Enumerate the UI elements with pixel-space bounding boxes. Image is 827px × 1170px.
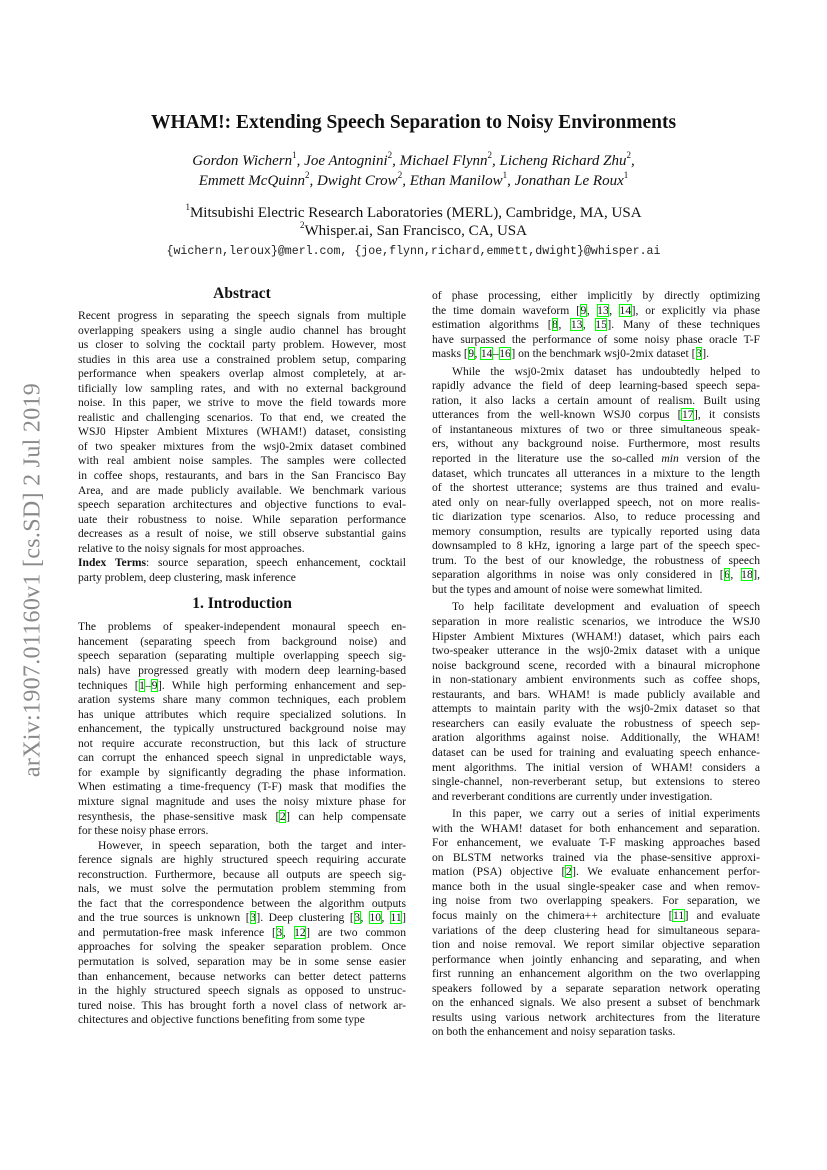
text-line: aration systems share many common techniques, each problem bbox=[78, 693, 406, 707]
text-line: chitectures and objective functions benefiting from some type bbox=[78, 1013, 365, 1027]
citation-link[interactable]: 17 bbox=[681, 408, 694, 422]
author-name: Gordon Wichern bbox=[192, 153, 293, 169]
text-line: for example by significantly degrading the phase information. bbox=[78, 765, 406, 779]
citation-link[interactable]: 3 bbox=[696, 347, 702, 361]
text-line: rapidly advance the field of deep learning-based speech sepa- bbox=[432, 379, 760, 393]
text-line: reported in the literature use the so-called min version of the bbox=[432, 452, 760, 466]
text-line: techniques [1–9]. While high performing enhancement and sep- bbox=[78, 678, 407, 692]
text-line: in the highly structured speech signals as opposed to unstruc- bbox=[78, 984, 406, 998]
text-line: Recent progress in separating the speech signals from multiple bbox=[78, 309, 406, 322]
author-separator: , bbox=[492, 153, 500, 169]
author-affiliation-mark: 2 bbox=[304, 170, 310, 180]
text-line: for these noisy phase errors. bbox=[78, 824, 209, 838]
author-affiliation-mark: 1 bbox=[292, 150, 297, 160]
text-line: The problems of speaker-independent monaural speech en- bbox=[78, 620, 406, 634]
text-line: uate their robustness to noise. While separation performance bbox=[78, 512, 406, 526]
text-line: dataset can be used for training and evaluating speech enhance- bbox=[432, 745, 760, 759]
text-line: mation (PSA) objective [2]. We evaluate enhancement perfor- bbox=[432, 865, 760, 879]
index-terms-label: Index Terms bbox=[78, 556, 147, 570]
text-line: decreases as a result of noise, we still observe substantial gains bbox=[78, 527, 406, 541]
text-line: and reverberant conditions are currently under investigation. bbox=[432, 789, 713, 803]
affiliation-number: 2 bbox=[300, 220, 305, 230]
text-line: on the enhanced signals. We also present a subset of benchmark bbox=[432, 996, 760, 1010]
text-line: researchers can easily evaluate the robustness of speech sep- bbox=[432, 716, 760, 730]
text-line: variations of the deep clustering head for simultaneous separa- bbox=[432, 923, 760, 937]
text-line: dataset, which truncates all utterances in a mixture to the length bbox=[432, 466, 760, 480]
text-line: However, in speech separation, both the target and inter- bbox=[98, 838, 406, 852]
text-line: the fact that the correspondence between the algorithm outputs bbox=[78, 896, 406, 910]
author-separator: , bbox=[296, 153, 305, 169]
citation-link[interactable]: 11 bbox=[390, 911, 402, 925]
author-list-line-1 bbox=[0, 150, 827, 170]
text-line: utterances from the well-known WSJ0 corpus [17], it consists bbox=[432, 408, 761, 422]
index-terms bbox=[78, 556, 406, 585]
text-line: two-speaker utterance in the wsj0-2mix dataset with a unique bbox=[432, 644, 760, 658]
text-line: enhancement, the typically unstructured background noise may bbox=[78, 722, 406, 736]
text-line: in coffee shops, restaurants, and bars in the San Francisco Bay bbox=[78, 469, 406, 483]
author-separator: , bbox=[309, 173, 317, 189]
text-line: separation algorithms in noise was only considered in [6, 18], bbox=[432, 568, 761, 582]
citation-link[interactable]: 14 bbox=[619, 303, 632, 317]
text-line: realistic and challenging scenarios. To that end, we created the bbox=[78, 410, 406, 424]
text-line: of two speaker mixtures from the wsj0-2mix dataset combined bbox=[78, 439, 406, 453]
citation-link[interactable]: 18 bbox=[741, 568, 753, 582]
citation-link[interactable]: 8 bbox=[552, 318, 558, 332]
text-line: permutation is solved, separation may be in some sense easier bbox=[78, 954, 406, 968]
author-name: Jonathan Le Roux bbox=[514, 173, 624, 189]
text-line: nals, we must solve the permutation problem stemming from bbox=[78, 882, 406, 896]
text-line: than enhancement, because networks can better detect patterns bbox=[78, 969, 406, 983]
author-affiliation-mark: 2 bbox=[487, 150, 493, 160]
citation-link[interactable]: 6 bbox=[724, 568, 730, 582]
right-column bbox=[432, 289, 760, 1040]
citation-link[interactable]: 13 bbox=[597, 303, 609, 317]
text-line: but the types and amount of noise were somewhat limited. bbox=[432, 582, 703, 596]
text-line: memory consumption, results are typically reported using data bbox=[432, 524, 760, 538]
text-line: overlapping speakers using a single audio channel has brought bbox=[78, 323, 406, 337]
text-line: separation in more realistic scenarios, we introduce the WSJ0 bbox=[432, 615, 760, 629]
text-line: of instantaneous mixtures of two or three simultaneous speak- bbox=[432, 422, 760, 436]
citation-link[interactable]: 15 bbox=[595, 318, 607, 332]
citation-link[interactable]: 1 bbox=[139, 678, 145, 692]
abstract-body bbox=[78, 309, 406, 556]
abstract-heading: Abstract bbox=[213, 285, 271, 302]
text-line: reconstruction. Furthermore, because all outputs are speech sig- bbox=[78, 867, 406, 881]
author-affiliation-mark: 1 bbox=[502, 170, 508, 180]
text-line: results using various network architectures from the literature bbox=[432, 1010, 760, 1024]
citation-link[interactable]: 2 bbox=[279, 809, 286, 823]
text-line: speakers followed by a separate separation network operating bbox=[432, 981, 760, 995]
author-affiliation-mark: 2 bbox=[626, 150, 631, 160]
intro-paragraph bbox=[432, 289, 760, 362]
text-line: trum. To the best of our knowledge, the robustness of speech bbox=[432, 553, 760, 567]
text-line: attempts to maintain parity with the wsj0-2mix dataset so that bbox=[432, 702, 760, 716]
intro-paragraph bbox=[432, 600, 760, 804]
text-line: and the true sources is unknown [3]. Deep clustering [3, 10, 11] bbox=[78, 911, 406, 925]
text-line: has unique attributes which require specialized solutions. In bbox=[78, 707, 406, 721]
text-line: single-channel, non-reverberant setup, but extensions to stereo bbox=[432, 775, 760, 789]
text-line: ing noise from two overlapping speakers. For separation, we bbox=[432, 894, 760, 908]
text-line: studies in this area use a constrained problem setup, comparing bbox=[78, 352, 406, 366]
text-line: estimation algorithms [8, 13, 15]. Many of these techniques bbox=[432, 318, 761, 332]
author-name: Emmett McQuinn bbox=[198, 173, 305, 189]
text-line: approaches for solving the speaker separation problem. Once bbox=[78, 940, 406, 954]
citation-link[interactable]: 14 bbox=[480, 347, 493, 361]
text-line: nals) have progressed greatly with modern deep learning-based bbox=[78, 664, 406, 678]
affiliation-text: Mitsubishi Electric Research Laboratories (MERL), Cambridge, MA, USA bbox=[189, 205, 642, 221]
text-line: ated only on near-fully overlapped speech, not on more realis- bbox=[432, 495, 760, 509]
text-line: not require accurate reconstruction, but this lack of structure bbox=[78, 736, 406, 750]
text-line: of phase processing, either implicitly by directly optimizing bbox=[432, 289, 760, 302]
text-line: first running an enhancement algorithm on the two overlapping bbox=[432, 967, 760, 981]
text-line: tion and noise removal. We report similar objective separation bbox=[432, 938, 760, 952]
text-line: To help facilitate development and evaluation of speech bbox=[452, 600, 760, 614]
citation-link[interactable]: 9 bbox=[151, 678, 158, 692]
intro-paragraph bbox=[78, 839, 406, 1028]
text-line: with the WHAM! dataset for both enhancement and separation. bbox=[432, 821, 760, 835]
text-line bbox=[78, 556, 406, 571]
text-line: with real ambient noise samples. The samples were collected bbox=[78, 454, 406, 468]
text-line: ference signals are highly structured speech requiring accurate bbox=[78, 853, 406, 867]
text-line: hancement (separating speech from background noise) and bbox=[78, 634, 406, 648]
text-line: can corrupt the enhanced speech signal in unpredictable ways, bbox=[78, 751, 406, 765]
text-line: tificially low sampling rates, and with no external background bbox=[78, 381, 406, 395]
citation-link[interactable]: 3 bbox=[354, 911, 361, 925]
text-line: performance when speakers overlap almost completely, at ar- bbox=[78, 367, 406, 381]
text-line: WSJ0 Hipster Ambient Mixtures (WHAM!) dataset, consisting bbox=[78, 425, 406, 439]
arxiv-stamp: arXiv:1907.01160v1 [cs.SD] 2 Jul 2019 bbox=[19, 382, 46, 778]
affiliation-number: 1 bbox=[185, 202, 190, 212]
author-list-line-2 bbox=[0, 170, 827, 190]
text-line: ration, it also lacks a certain amount of realism. Built using bbox=[432, 393, 760, 407]
text-line: have surpassed the performance of some noisy phase oracle T-F bbox=[432, 332, 760, 346]
author-affiliation-mark: 2 bbox=[397, 170, 403, 180]
text-line: performance when jointly enhancing and separating, and when bbox=[432, 952, 760, 966]
text-line: the time domain waveform [9, 13, 14], or explicitly via phase bbox=[432, 303, 761, 317]
citation-link[interactable]: 10 bbox=[369, 911, 382, 925]
text-line: In this paper, we carry out a series of initial experiments bbox=[452, 807, 760, 821]
citation-link[interactable]: 3 bbox=[250, 911, 256, 925]
affiliation-2 bbox=[0, 220, 827, 240]
left-column bbox=[78, 285, 406, 1028]
text-line: Area, and are made publicly available. We benchmark various bbox=[78, 483, 406, 497]
text-line: of the shortest utterance; systems are thus trained and evalu- bbox=[432, 481, 760, 495]
citation-link[interactable]: 2 bbox=[565, 865, 572, 879]
text-line: noise. In this paper, we strive to move the field towards more bbox=[78, 396, 406, 410]
text-line: on BLSTM networks trained via the phase-sensitive approxi- bbox=[432, 850, 760, 864]
text-line: mixture signal magnitude and uses the noisy mixture phase for bbox=[78, 794, 406, 808]
text-line: speech separation architectures and objective functions to eval- bbox=[78, 498, 406, 512]
text-line: relative to the noisy signals for most approaches. bbox=[78, 541, 305, 555]
text-line: party problem, deep clustering, mask inference bbox=[78, 570, 296, 584]
text-line: masks [9, 14–16] on the benchmark wsj0-2mix dataset [3]. bbox=[432, 347, 710, 361]
citation-link[interactable]: 9 bbox=[468, 347, 475, 361]
text-line: restaurants, and bars. WHAM! is made publicly available and bbox=[432, 687, 760, 701]
text-line: tic diarization type scenarios. Also, to reduce processing and bbox=[432, 510, 760, 524]
paper-title: WHAM!: Extending Speech Separation to Noisy Environments bbox=[150, 112, 677, 133]
intro-paragraph bbox=[78, 620, 406, 838]
author-name: Licheng Richard Zhu bbox=[499, 153, 627, 169]
author-affiliation-mark: 2 bbox=[387, 150, 393, 160]
affiliation-1 bbox=[0, 202, 827, 222]
text-line: downsampled to 8 kHz, ignoring a large part of the speech spec- bbox=[432, 539, 760, 553]
author-name: Dwight Crow bbox=[316, 173, 398, 189]
text-line: on both the enhancement and noisy separation tasks. bbox=[432, 1025, 676, 1039]
author-name: Ethan Manilow bbox=[409, 173, 503, 189]
text-line: in non-stationary ambient environments such as coffee shops, bbox=[432, 673, 760, 687]
citation-link[interactable]: 16 bbox=[499, 347, 511, 361]
text-line: mance both in the usual single-speaker case and when remov- bbox=[432, 879, 760, 893]
citation-link[interactable]: 11 bbox=[672, 908, 685, 922]
author-separator: , bbox=[507, 173, 515, 189]
author-name: Michael Flynn bbox=[399, 153, 488, 169]
text-line: Hipster Ambient Mixtures (WHAM!) dataset, which pairs each bbox=[432, 629, 760, 643]
citation-link[interactable]: 9 bbox=[580, 303, 587, 317]
author-separator: , bbox=[402, 173, 410, 189]
introduction-heading: 1. Introduction bbox=[192, 595, 292, 613]
citation-link[interactable]: 3 bbox=[276, 925, 283, 939]
index-terms-text: : source separation, speech enhancement, cocktail bbox=[146, 556, 407, 570]
text-line: While the wsj0-2mix dataset has undoubtedly helped to bbox=[452, 364, 760, 378]
text-line: tured noise. This has brought forth a novel class of network ar- bbox=[78, 998, 406, 1012]
citation-link[interactable]: 12 bbox=[294, 925, 306, 939]
intro-paragraph bbox=[432, 365, 760, 598]
author-affiliation-mark: 1 bbox=[623, 170, 629, 180]
author-emails: {wichern,leroux}@merl.com, {joe,flynn,richard,emmett,dwight}@whisper.ai bbox=[166, 245, 661, 258]
text-line: aration algorithms against noise. Additionally, the WHAM! bbox=[432, 731, 760, 745]
text-line: focus mainly on the chimera++ architecture [11] and evaluate bbox=[432, 908, 760, 922]
text-line: noise background scene, recorded with a binaural microphone bbox=[432, 658, 760, 672]
author-name: Joe Antognini bbox=[304, 153, 388, 169]
text-line: speech separation (separating multiple overlapping speech sig- bbox=[78, 649, 406, 663]
intro-paragraph bbox=[432, 807, 760, 1040]
text-line: For enhancement, we evaluate T-F masking approaches based bbox=[432, 836, 760, 850]
text-line: ers, without any background noise. Furthermore, most results bbox=[432, 437, 760, 451]
author-separator: , bbox=[630, 153, 635, 169]
text-line: ment algorithms. The initial version of WHAM! considers a bbox=[432, 760, 760, 774]
text-line: us closer to solving the cocktail party problem. However, most bbox=[78, 338, 406, 352]
author-separator: , bbox=[392, 153, 400, 169]
citation-link[interactable]: 13 bbox=[570, 318, 583, 332]
affiliation-text: Whisper.ai, San Francisco, CA, USA bbox=[304, 223, 527, 239]
text-line: When estimating a time-frequency (T-F) mask that modifies the bbox=[78, 780, 406, 794]
text-line: resynthesis, the phase-sensitive mask [2] can help compensate bbox=[78, 809, 406, 823]
text-line: and permutation-free mask inference [3, 12] are two common bbox=[78, 925, 407, 939]
